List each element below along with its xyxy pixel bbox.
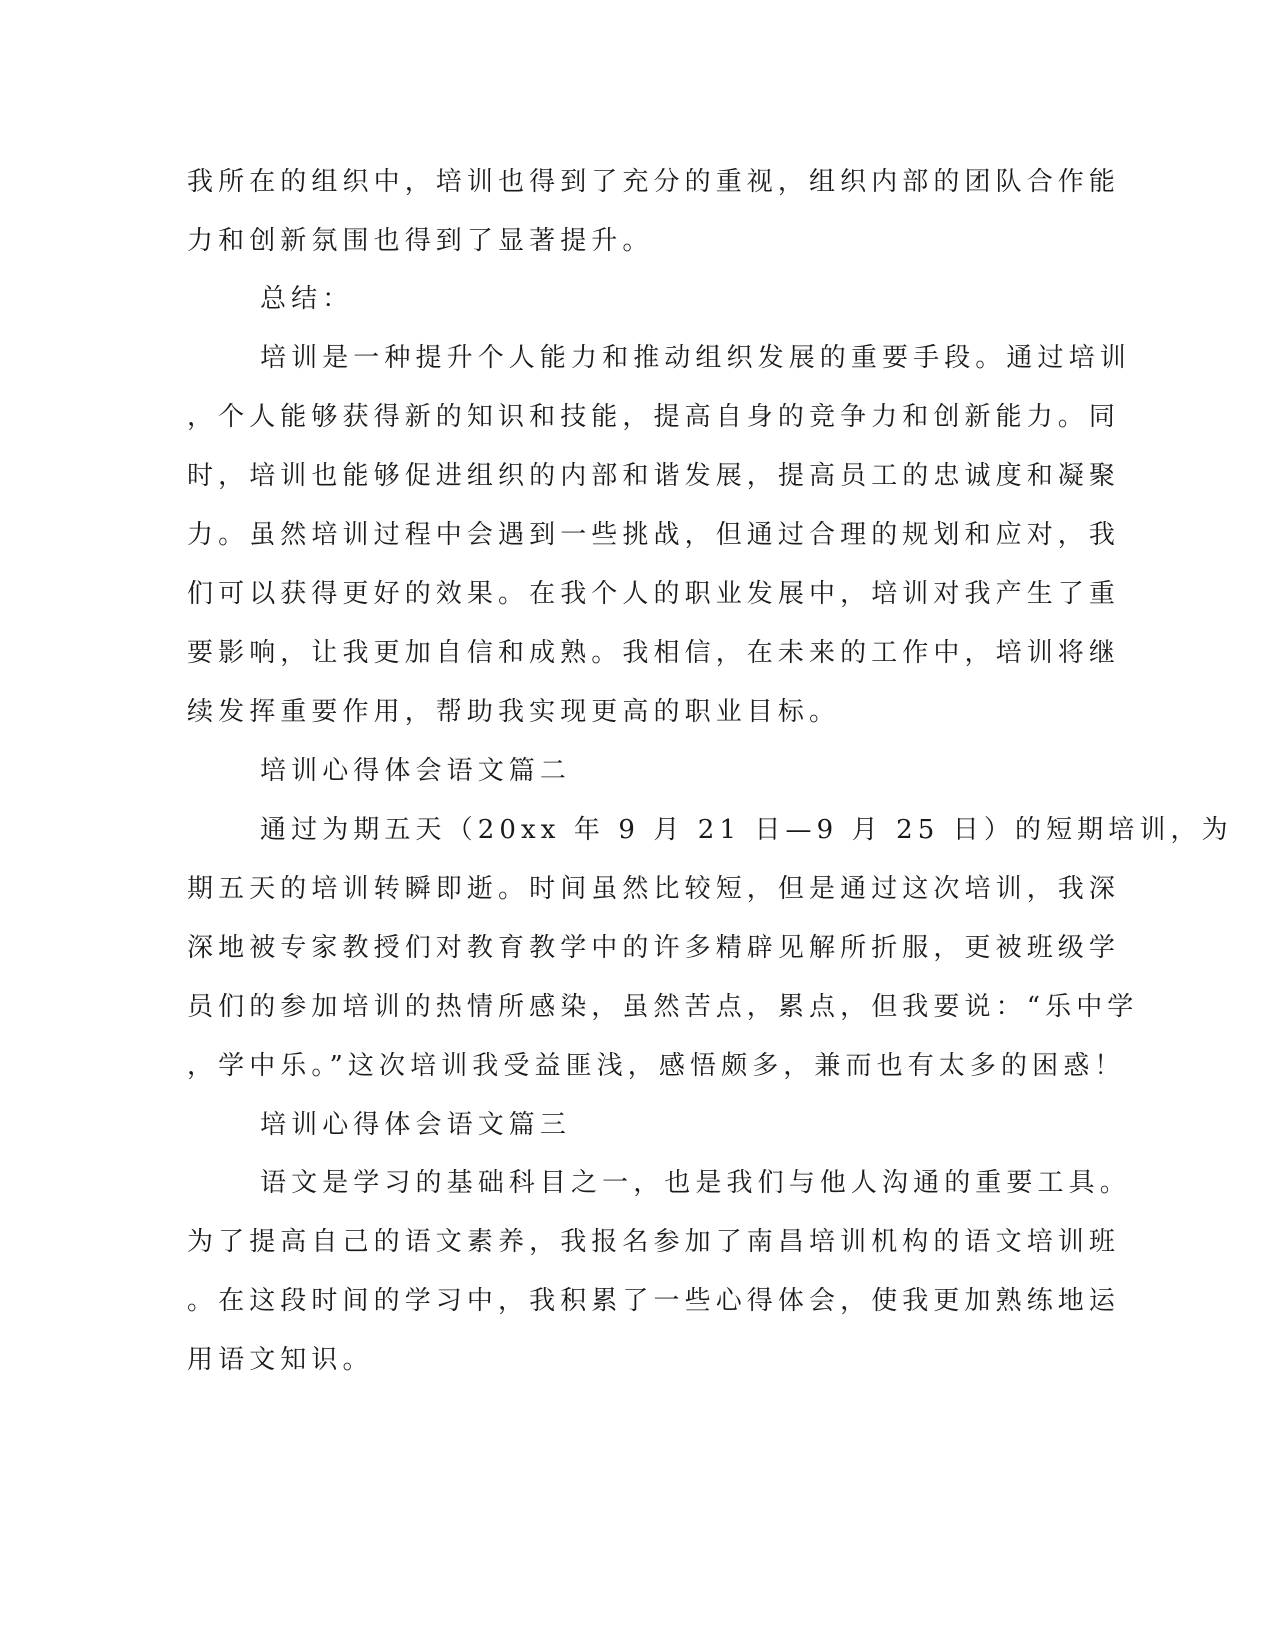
text-line: 培训是一种提升个人能力和推动组织发展的重要手段。通过培训 (260, 343, 1131, 373)
text-line: 期五天的培训转瞬即逝。时间虽然比较短，但是通过这次培训，我深 (187, 874, 1121, 904)
section-label: 总结： (260, 284, 354, 314)
text-line: 语文是学习的基础科目之一，也是我们与他人沟通的重要工具。 (260, 1168, 1131, 1198)
text-line: 用语文知识。 (187, 1345, 374, 1375)
section-heading: 培训心得体会语文篇二 (260, 756, 572, 786)
text-line: 为了提高自己的语文素养，我报名参加了南昌培训机构的语文培训班 (187, 1227, 1121, 1257)
text-line: 员们的参加培训的热情所感染，虽然苦点，累点，但我要说：“乐中学 (187, 992, 1139, 1022)
text-line: ，学中乐。”这次培训我受益匪浅，感悟颇多，兼而也有太多的困惑！ (187, 1051, 1126, 1081)
text-line: 时，培训也能够促进组织的内部和谐发展，提高员工的忠诚度和凝聚 (187, 461, 1121, 491)
text-line: ，个人能够获得新的知识和技能，提高自身的竞争力和创新能力。同 (187, 402, 1121, 432)
text-line: 续发挥重要作用，帮助我实现更高的职业目标。 (187, 697, 841, 727)
text-line: 们可以获得更好的效果。在我个人的职业发展中，培训对我产生了重 (187, 579, 1121, 609)
text-line: 要影响，让我更加自信和成熟。我相信，在未来的工作中，培训将继 (187, 638, 1121, 668)
text-line: 。在这段时间的学习中，我积累了一些心得体会，使我更加熟练地运 (187, 1286, 1121, 1316)
text-line: 深地被专家教授们对教育教学中的许多精辟见解所折服，更被班级学 (187, 933, 1121, 963)
text-line: 通过为期五天（20xx 年 9 月 21 日—9 月 25 日）的短期培训，为 (260, 815, 1233, 845)
text-line: 我所在的组织中，培训也得到了充分的重视，组织内部的团队合作能 (187, 167, 1121, 197)
section-heading: 培训心得体会语文篇三 (260, 1110, 572, 1140)
text-line: 力。虽然培训过程中会遇到一些挑战，但通过合理的规划和应对，我 (187, 520, 1121, 550)
text-line: 力和创新氛围也得到了显著提升。 (187, 226, 654, 256)
